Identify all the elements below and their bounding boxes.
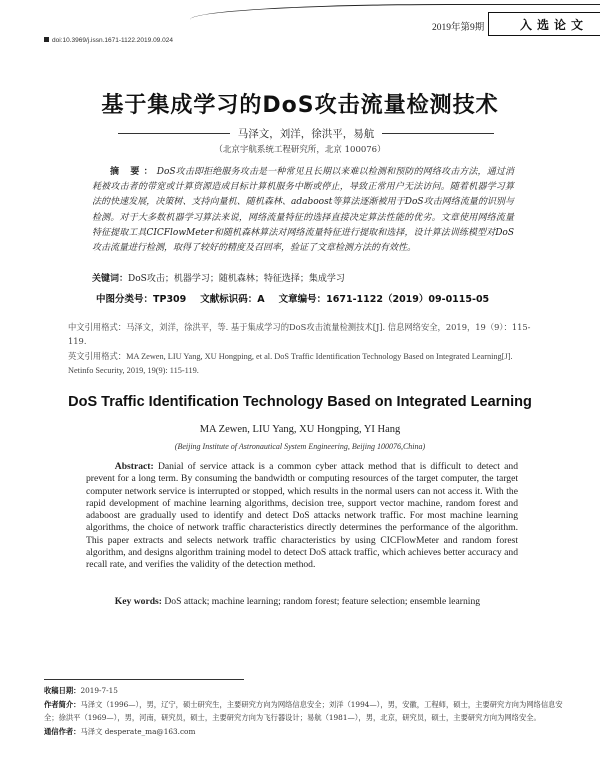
citation-english: 英文引用格式：MA Zewen, LIU Yang, XU Hongping, et al. DoS Traffic Identification Technology Based on Integrated Learning[J]. Netinfo Security, 2019, 19(9): 115-119. <box>68 352 513 375</box>
doi-text: doi:10.3969/j.issn.1671-1122.2019.09.024 <box>52 37 173 44</box>
doi-line <box>44 37 173 44</box>
keywords-english <box>86 596 518 608</box>
abstract-english-label: Abstract: <box>114 461 154 472</box>
affiliation-english: (Beijing Institute of Astronautical System Engineering, Beijing 100076,China) <box>174 442 426 451</box>
title-english: DoS Traffic Identification Technology Based on Integrated Learning <box>68 394 532 410</box>
keywords-chinese <box>92 271 514 284</box>
document-code: 文献标识码：A <box>200 294 265 305</box>
clc-number: 中图分类号：TP309 <box>96 294 187 305</box>
authors-chinese: 马泽文，刘洋，徐洪平，易航 <box>237 128 375 140</box>
corresponding-author: 马泽文 desperate_ma@163.com <box>80 726 196 736</box>
corresponding-label: 通信作者： <box>44 726 81 736</box>
title-chinese: 基于集成学习的DoS攻击流量检测技术 <box>101 93 499 118</box>
corresponding-author-line <box>44 725 564 739</box>
abstract-english-text: Danial of service attack is a common cyber attack method that is difficult to detect and prevent for a long term. By consuming the bandwidth or computing resources of the target computer, the target computer network service is interrupted or stopped, which results in the normal users can not access it. With the rapid development of machine learning algorithms, decision tree, support vector machine, random forest and adaboost are gradually used to identify and detect DoS attacks network traffic. For most machine learning algorithms, the choice of network traffic characteristics directly determines the performance of the algorithm. This paper extracts and selects network traffic characteristics by using CICFlowMeter and random forest algorithm, and designs algorithm training model to detect DoS attack traffic, which achieves better accuracy and recall rate, and verifies the validity of the detection method. <box>86 461 518 571</box>
issue-label: 2019年第9期 <box>432 23 485 33</box>
divider-right <box>382 133 494 134</box>
keywords-english-label: Key words: <box>114 596 162 607</box>
abstract-chinese-text: DoS攻击即拒绝服务攻击是一种常见且长期以来难以检测和预防的网络攻击方法，通过消耗被攻击者的带宽或计算资源造成目标计算机服务中断或停止，导致正常用户无法访问。随着机器学习算法的快速发展，决策树、支持向量机、随机森林、adaboost等算法逐渐被用于DoS攻击网络流量的识别与检测。对于大多数机器学习算法来说，网络流量特征的选择直接决定算法性能的优劣。文章使用网络流量特征提取工具CICFlowMeter和随机森林算法对网络流量特征进行提取和选择，设计算法训练模型对DoS攻击流量进行检测，取得了较好的精度及召回率，验证了文章检测方法的有效性。 <box>92 167 514 254</box>
received-date-line <box>44 684 564 698</box>
affiliation-chinese: （北京宇航系统工程研究所，北京 100076） <box>214 145 386 155</box>
bio-label: 作者简介： <box>44 699 81 709</box>
keywords-chinese-text: DoS攻击；机器学习；随机森林；特征选择；集成学习 <box>128 274 345 284</box>
authors-chinese-row <box>118 126 494 140</box>
received-label: 收稿日期： <box>44 686 81 695</box>
keywords-english-text: DoS attack; machine learning; random forest; feature selection; ensemble learning <box>164 596 481 607</box>
footnotes <box>44 684 564 738</box>
received-date: 2019-7-15 <box>80 686 118 695</box>
section-tag-label: 入选论文 <box>519 18 588 32</box>
abstract-english <box>86 461 518 572</box>
authors-english: MA Zewen, LIU Yang, XU Hongping, YI Hang <box>199 424 401 435</box>
author-bio: 马泽文（1996—），男，辽宁，硕士研究生，主要研究方向为网络信息安全；刘洋（1994—），男，安徽，工程师，硕士，主要研究方向为网络信息安全；徐洪平（1969—），男，河南，研究员，硕士，主要研究方向为飞行器设计；易航（1981—），男，北京，研究员，硕士，主要研究方向为网络安全。 <box>44 699 563 723</box>
author-bio-line <box>44 698 564 725</box>
citation-chinese: 中文引用格式：马泽文，刘洋，徐洪平，等. 基于集成学习的DoS攻击流量检测技术[J]. 信息网络安全，2019，19（9）：115-119. <box>68 322 531 346</box>
section-tag <box>488 12 600 36</box>
classification-row <box>96 291 516 305</box>
abstract-chinese <box>92 165 514 256</box>
bullet-square-icon <box>44 37 49 42</box>
article-number: 文章编号：1671-1122（2019）09-0115-05 <box>278 294 490 305</box>
footnote-divider <box>44 679 244 680</box>
abstract-chinese-label: 摘 要： <box>110 167 157 177</box>
keywords-chinese-label: 关键词： <box>92 274 129 284</box>
